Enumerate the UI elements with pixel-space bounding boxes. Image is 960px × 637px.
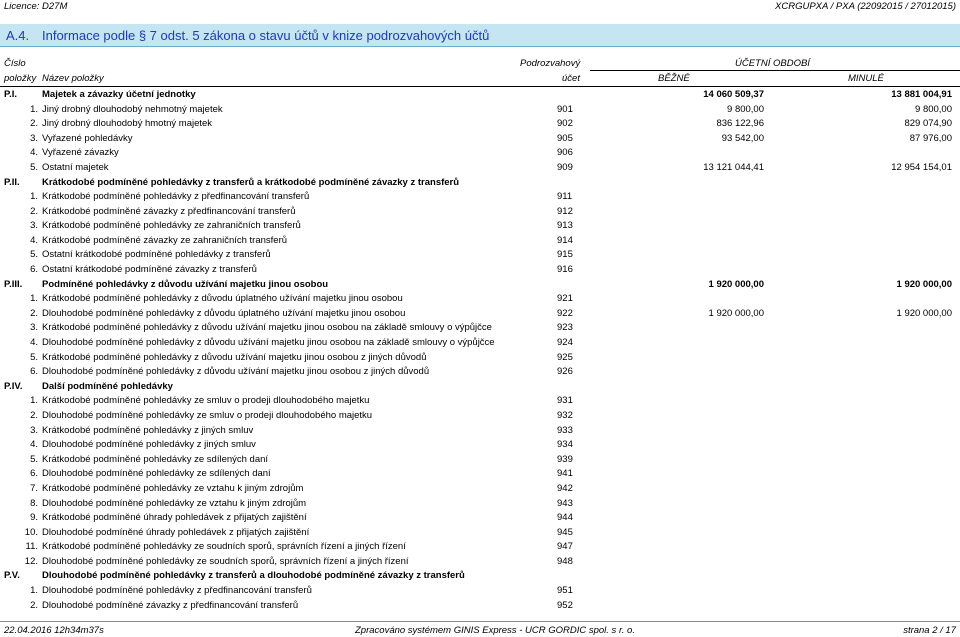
previous-period-value: 1 920 000,00 [896, 307, 952, 319]
item-name: Krátkodobé podmíněné pohledávky ze soudních sporů, správních řízení a jiných řízení [42, 541, 406, 553]
item-name: Dlouhodobé podmíněné pohledávky ze vztahu k jiným zdrojům [42, 497, 307, 509]
col-bezne: BĚŽNÉ [658, 73, 690, 84]
section-code: P.I. [4, 89, 18, 100]
account-number: 945 [557, 526, 573, 538]
section-row [0, 380, 960, 394]
item-number: 10. [24, 526, 38, 538]
section-code: P.V. [4, 570, 20, 582]
table-row [0, 526, 960, 540]
licence-text: Licence: D27M [4, 1, 68, 12]
item-name: Krátkodobé podmíněné pohledávky z předfinancování transferů [42, 191, 310, 203]
table-row [0, 424, 960, 438]
item-number: 12. [24, 555, 38, 567]
item-name: Krátkodobé podmíněné závazky z předfinancování transferů [42, 205, 296, 217]
table-row [0, 409, 960, 423]
account-number: 901 [557, 103, 573, 115]
table-row [0, 351, 960, 365]
table-row [0, 584, 960, 598]
item-number: 5. [30, 351, 38, 363]
header-divider [590, 70, 960, 71]
account-number: 911 [557, 191, 573, 203]
current-period-value: 1 920 000,00 [708, 307, 764, 319]
item-number: 3. [30, 220, 38, 232]
item-number: 1. [30, 191, 38, 203]
table-row [0, 292, 960, 306]
account-number: 909 [557, 161, 573, 173]
item-name: Dlouhodobé podmíněné pohledávky z důvodu užívání majetku jinou osobou z jiných důvodů [42, 366, 430, 378]
item-number: 6. [30, 264, 38, 276]
item-number: 4. [30, 234, 38, 246]
account-number: 933 [557, 424, 573, 436]
item-number: 9. [30, 512, 38, 524]
account-number: 951 [557, 585, 573, 597]
col-cislo: Číslo [4, 58, 26, 69]
account-number: 915 [557, 249, 573, 261]
col-podrozvahovy: Podrozvahový [520, 58, 581, 69]
item-number: 5. [30, 249, 38, 261]
item-number: 4. [30, 439, 38, 451]
current-period-value: 93 542,00 [721, 132, 764, 144]
current-period-value: 9 800,00 [727, 103, 764, 115]
item-name: Vyřazené pohledávky [42, 132, 133, 144]
item-number: 2. [30, 409, 38, 421]
footer-datetime: 22.04.2016 12h34m37s [4, 625, 104, 636]
item-name: Dlouhodobé podmíněné úhrady pohledávek z přijatých zajištění [42, 526, 310, 538]
account-number: 925 [557, 351, 573, 363]
item-name: Dlouhodobé podmíněné pohledávky z důvodu užívání majetku jinou osobou na základě smlouvy o výpůjčce [42, 337, 495, 349]
item-name: Krátkodobé podmíněné pohledávky ze vztahu k jiným zdrojům [42, 482, 304, 494]
item-name: Krátkodobé podmíněné pohledávky z důvodu užívání majetku jinou osobou z jiných důvodů [42, 351, 427, 363]
item-number: 11. [25, 541, 38, 553]
account-number: 922 [557, 307, 573, 319]
item-name: Krátkodobé podmíněné pohledávky z důvodu úplatného užívání majetku jinou osobou [42, 293, 403, 305]
col-nazev: Název položky [42, 73, 104, 84]
section-row [0, 278, 960, 292]
item-number: 2. [30, 307, 38, 319]
item-name: Dlouhodobé podmíněné pohledávky z jiných smluv [42, 439, 256, 451]
section-title: Informace podle § 7 odst. 5 zákona o stavu účtů v knize podrozvahových účtů [42, 28, 490, 43]
item-number: 8. [30, 497, 38, 509]
account-number: 905 [557, 132, 573, 144]
account-number: 934 [557, 439, 573, 451]
item-name: Dlouhodobé podmíněné pohledávky ze smluv o prodeji dlouhodobého majetku [42, 409, 373, 421]
table-row [0, 205, 960, 219]
page-header [0, 0, 960, 13]
item-number: 4. [30, 147, 38, 159]
item-name: Majetek a závazky účetní jednotky [42, 89, 196, 100]
table-row [0, 190, 960, 204]
previous-period-value: 13 881 004,91 [891, 89, 952, 100]
item-number: 1. [30, 103, 38, 115]
account-number: 912 [557, 205, 573, 217]
account-number: 921 [557, 293, 573, 305]
previous-period-value: 87 976,00 [909, 132, 952, 144]
item-name: Dlouhodobé podmíněné pohledávky z předfinancování transferů [42, 585, 312, 597]
account-number: 923 [557, 322, 573, 334]
table-row [0, 599, 960, 613]
table-row [0, 234, 960, 248]
item-number: 7. [30, 482, 38, 494]
table-row [0, 394, 960, 408]
item-name: Dlouhodobé podmíněné závazky z předfinancování transferů [42, 599, 299, 611]
header-bottom-rule [0, 86, 960, 87]
table-row [0, 248, 960, 262]
table-row [0, 555, 960, 569]
table-row [0, 132, 960, 146]
table-row [0, 365, 960, 379]
account-number: 932 [557, 409, 573, 421]
item-name: Dlouhodobé podmíněné pohledávky ze soudních sporů, správních řízení a jiných řízení [42, 555, 409, 567]
table-row [0, 467, 960, 481]
item-name: Dlouhodobé podmíněné pohledávky ze sdílených daní [42, 468, 271, 480]
item-number: 5. [30, 453, 38, 465]
section-row [0, 176, 960, 190]
account-number: 906 [557, 147, 573, 159]
section-title-bar [0, 24, 960, 47]
footer-rule [0, 621, 960, 622]
account-number: 952 [557, 599, 573, 611]
current-period-value: 1 920 000,00 [708, 278, 764, 290]
item-name: Dlouhodobé podmíněné pohledávky z transferů a dlouhodobé podmíněné závazky z transferů [42, 570, 465, 582]
table-row [0, 540, 960, 554]
column-header-row-2 [0, 73, 960, 87]
item-number: 3. [30, 424, 38, 436]
item-number: 4. [30, 337, 38, 349]
table-row [0, 117, 960, 131]
page-footer [0, 624, 960, 636]
item-name: Ostatní krátkodobé podmíněné pohledávky z transferů [42, 249, 271, 261]
item-name: Podmíněné pohledávky z důvodu užívání majetku jinou osobou [42, 278, 329, 290]
section-number: A.4. [6, 28, 30, 43]
item-name: Jiný drobný dlouhodobý nehmotný majetek [42, 103, 223, 115]
item-name: Dlouhodobé podmíněné pohledávky z důvodu úplatného užívání majetku jinou osobou [42, 307, 406, 319]
item-name: Krátkodobé podmíněné pohledávky z jiných smluv [42, 424, 254, 436]
table-row [0, 146, 960, 160]
section-row [0, 88, 960, 102]
item-name: Krátkodobé podmíněné pohledávky ze sdílených daní [42, 453, 269, 465]
current-period-value: 836 122,96 [716, 118, 764, 130]
account-number: 948 [557, 555, 573, 567]
table-row [0, 438, 960, 452]
item-name: Jiný drobný dlouhodobý hmotný majetek [42, 118, 213, 130]
table-row [0, 336, 960, 350]
table-row [0, 307, 960, 321]
col-minule: MINULÉ [848, 73, 884, 84]
item-name: Krátkodobé podmíněné pohledávky z důvodu užívání majetku jinou osobou na základě smlouvy o výpůjčce [42, 322, 492, 334]
item-number: 2. [30, 599, 38, 611]
account-number: 931 [557, 395, 573, 407]
table-row [0, 453, 960, 467]
item-name: Krátkodobé podmíněné pohledávky z transferů a krátkodobé podmíněné závazky z transferů [42, 176, 460, 188]
item-number: 2. [30, 205, 38, 217]
item-name: Krátkodobé podmíněné pohledávky ze zahraničních transferů [42, 220, 301, 232]
account-number: 914 [557, 234, 573, 246]
account-number: 913 [557, 220, 573, 232]
item-number: 3. [30, 322, 38, 334]
account-number: 942 [557, 482, 573, 494]
col-polozky: položky [4, 73, 37, 84]
table-row [0, 219, 960, 233]
item-name: Krátkodobé podmíněné úhrady pohledávek z přijatých zajištění [42, 512, 307, 524]
section-code: P.III. [4, 278, 23, 290]
table-row [0, 511, 960, 525]
table-row [0, 497, 960, 511]
previous-period-value: 1 920 000,00 [896, 278, 952, 290]
table-row [0, 103, 960, 117]
report-code: XCRGUPXA / PXA (22092015 / 27012015) [775, 1, 956, 12]
col-obdobi: ÚČETNÍ OBDOBÍ [735, 58, 810, 69]
table-row [0, 161, 960, 175]
item-name: Další podmíněné pohledávky [42, 380, 173, 392]
footer-system: Zpracováno systémem GINIS Express - UCR GORDIC spol. s r. o. [355, 625, 635, 636]
item-number: 6. [30, 468, 38, 480]
item-number: 1. [30, 395, 38, 407]
account-number: 944 [557, 512, 573, 524]
account-number: 941 [557, 468, 573, 480]
col-ucet: účet [562, 73, 580, 84]
current-period-value: 14 060 509,37 [703, 89, 764, 100]
previous-period-value: 9 800,00 [915, 103, 952, 115]
section-row [0, 569, 960, 583]
section-code: P.II. [4, 176, 20, 188]
item-name: Ostatní majetek [42, 161, 109, 173]
account-number: 947 [557, 541, 573, 553]
item-name: Krátkodobé podmíněné závazky ze zahraničních transferů [42, 234, 288, 246]
section-code: P.IV. [4, 380, 23, 392]
footer-page: strana 2 / 17 [903, 625, 956, 636]
item-name: Vyřazené závazky [42, 147, 119, 159]
account-number: 924 [557, 337, 573, 349]
item-name: Krátkodobé podmíněné pohledávky ze smluv o prodeji dlouhodobého majetku [42, 395, 370, 407]
account-number: 943 [557, 497, 573, 509]
account-number: 916 [557, 264, 573, 276]
table-row [0, 321, 960, 335]
item-number: 1. [30, 585, 38, 597]
table-row [0, 263, 960, 277]
account-number: 939 [557, 453, 573, 465]
item-number: 3. [30, 132, 38, 144]
account-number: 926 [557, 366, 573, 378]
item-number: 5. [30, 161, 38, 173]
account-number: 902 [557, 118, 573, 130]
item-number: 6. [30, 366, 38, 378]
current-period-value: 13 121 044,41 [703, 161, 764, 173]
table-row [0, 482, 960, 496]
previous-period-value: 12 954 154,01 [891, 161, 952, 173]
item-name: Ostatní krátkodobé podmíněné závazky z transferů [42, 264, 257, 276]
item-number: 2. [30, 118, 38, 130]
previous-period-value: 829 074,90 [904, 118, 952, 130]
item-number: 1. [30, 293, 38, 305]
